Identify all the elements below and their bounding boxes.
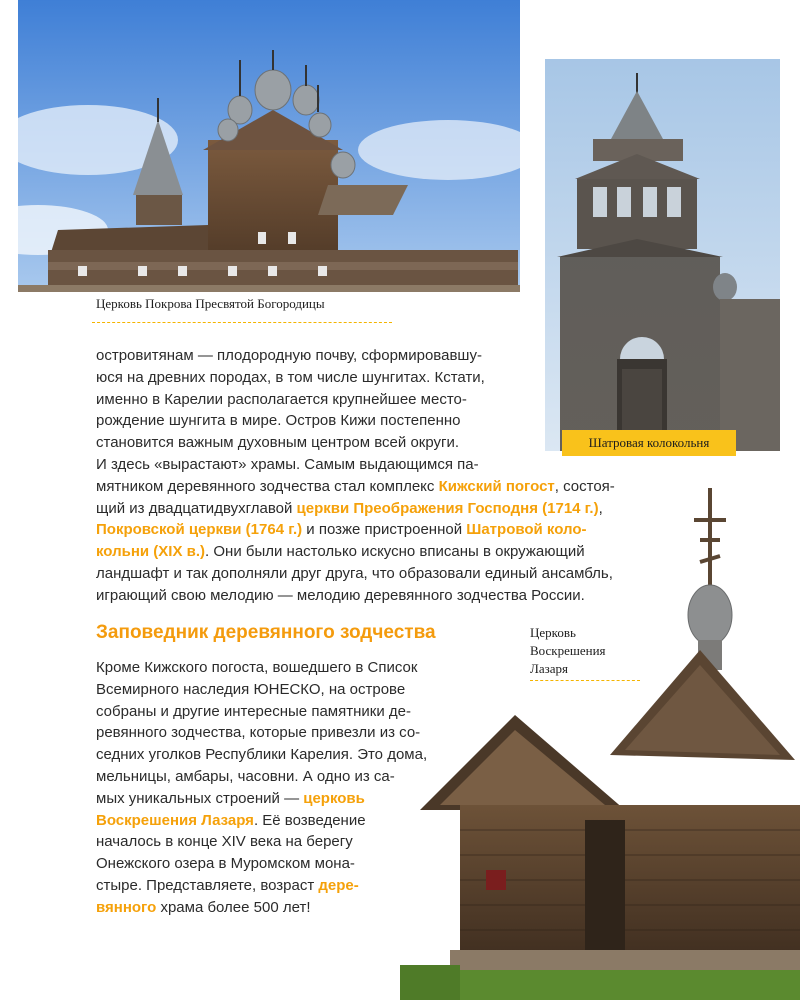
highlight-pokrovskaya-church: Покровской церкви (1764 г.)	[96, 521, 303, 539]
pokrova-caption: Церковь Покрова Пресвятой Богородицы	[96, 296, 325, 311]
text-fragment: ,	[598, 499, 603, 517]
highlight-wooden: дере-	[318, 876, 359, 894]
text-line: И здесь «вырастают» храмы. Самым выдающимся па-	[96, 455, 479, 473]
text-fragment: храма более 500 лет!	[156, 898, 311, 916]
highlight-bell-tower: Шатровой коло-	[466, 521, 587, 539]
caption-line: Лазаря	[530, 661, 568, 676]
text-fragment: щий из двадцатидвухглавой	[96, 499, 297, 517]
text-line: седних уголков Республики Карелия. Это дома,	[96, 746, 428, 764]
text-fragment: и позже пристроенной	[302, 521, 467, 539]
highlight-lazarus: Воскрешения Лазаря	[96, 811, 254, 829]
text-fragment: . Её возведение	[253, 811, 366, 829]
highlight-bell-tower-cont: кольни (XIX в.)	[96, 543, 206, 561]
text-line: Кроме Кижского погоста, вошедшего в Список	[96, 659, 418, 676]
text-line: началось в конце XIV века на берегу	[96, 833, 353, 851]
text-line: ревянного зодчества, которые привезли из со-	[96, 724, 421, 742]
lazarus-caption	[530, 624, 640, 678]
text-line: Всемирного наследия ЮНЕСКО, на острове	[96, 680, 406, 698]
caption-line: Церковь	[530, 625, 576, 640]
text-line: играющий свою мелодию — мелодию деревянного зодчества России.	[96, 586, 585, 604]
text-line: островитянам — плодородную почву, сформировавшу-	[96, 347, 482, 364]
text-line: Онежского озера в Муромском мона-	[96, 855, 355, 873]
highlight-wooden-cont: вянного	[96, 898, 157, 916]
caption-divider	[92, 322, 392, 323]
lazarus-church-photo	[400, 477, 800, 1000]
highlight-transfiguration-church: церкви Преображения Господня (1714 г.)	[296, 499, 599, 517]
text-line: мельницы, амбары, часовни. А одно из са-	[96, 767, 395, 785]
text-line: собраны и другие интересные памятники де-	[96, 702, 411, 720]
text-fragment: мятником деревянного зодчества стал комплекс	[96, 477, 439, 495]
text-line: ландшафт и так дополняли друг друга, что образовали единый ансамбль,	[96, 564, 613, 582]
text-fragment: , состоя-	[554, 477, 615, 495]
caption-line: Воскрешения	[530, 643, 606, 658]
caption-divider	[530, 680, 640, 681]
text-fragment: мых уникальных строений —	[96, 789, 304, 807]
highlight-kizhi-pogost: Кижский погост	[438, 477, 555, 495]
text-line: рождение шунгита в мире. Остров Кижи постепенно	[96, 412, 461, 430]
text-line: именно в Карелии располагается крупнейшее место-	[96, 390, 467, 408]
text-fragment: стыре. Представляете, возраст	[96, 876, 319, 894]
text-fragment: . Они были настолько искусно вписаны в окружающий	[205, 543, 585, 561]
text-line: становится важным духовным центром всей округи.	[96, 434, 460, 452]
section-title: Заповедник деревянного зодчества	[96, 622, 436, 643]
text-line: юся на древних породах, в том числе шунгитах. Кстати,	[96, 368, 485, 386]
highlight-church: церковь	[303, 789, 365, 807]
bell-tower-caption: Шатровая колокольня	[562, 430, 736, 456]
pokrova-church-photo	[18, 0, 520, 292]
